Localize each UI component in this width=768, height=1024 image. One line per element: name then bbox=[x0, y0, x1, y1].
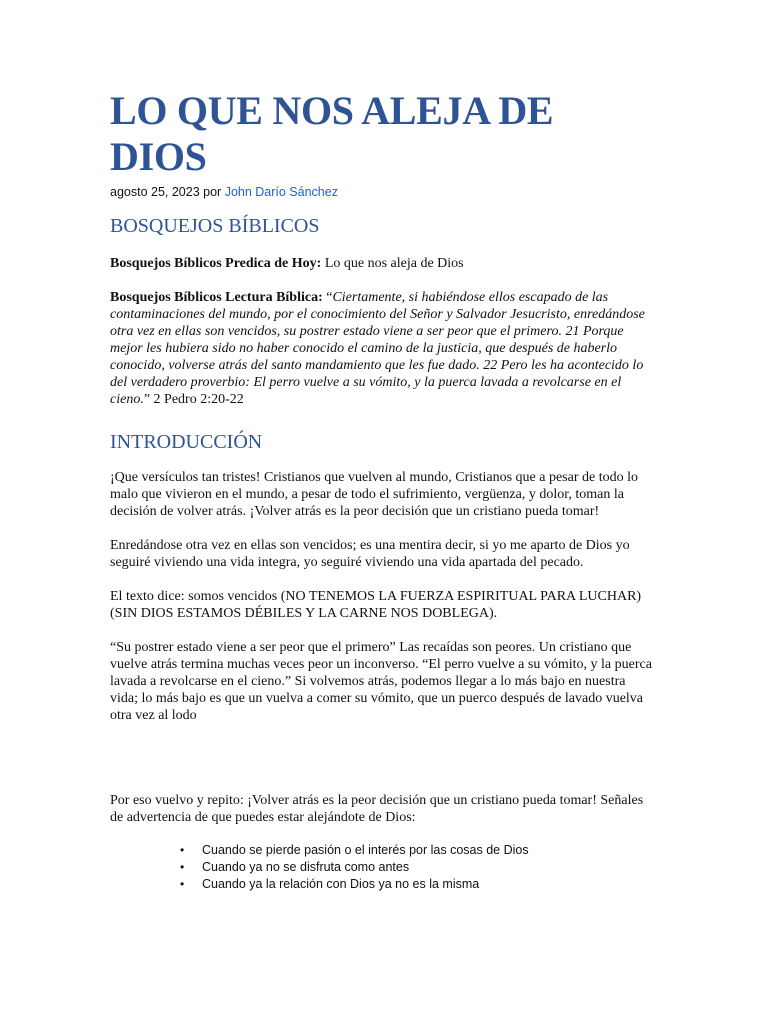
lectura-open-quote: “ bbox=[322, 290, 333, 305]
bullet-icon: • bbox=[180, 843, 185, 857]
list-item: • Cuando se pierde pasión o el interés por las cosas de Dios bbox=[180, 843, 529, 857]
article bbox=[110, 88, 655, 902]
intro-paragraph-5: Por eso vuelvo y repito: ¡Volver atrás es la peor decisión que un cristiano pueda tomar! Señales de advertencia de que puedes estar alejándote de Dios: bbox=[110, 793, 644, 825]
lectura-paragraph bbox=[110, 289, 655, 408]
lectura-reference: ” 2 Pedro 2:20-22 bbox=[143, 392, 244, 407]
predica-text: Lo que nos aleja de Dios bbox=[321, 256, 464, 271]
list-item: • Cuando ya la relación con Dios ya no es la misma bbox=[180, 877, 480, 891]
list-item: • Cuando ya no se disfruta como antes bbox=[180, 860, 410, 874]
post-date: agosto 25, 2023 por bbox=[110, 185, 225, 199]
post-meta bbox=[110, 184, 655, 200]
intro-paragraph-2: Enredándose otra vez en ellas son vencidos; es una mentira decir, si yo me aparto de Dios yo seguiré viviendo una vida integra, yo seguiré viviendo una vida apartada del pecado. bbox=[110, 538, 630, 570]
lectura-label: Bosquejos Bíblicos Lectura Bíblica: bbox=[110, 290, 323, 305]
intro-paragraph-1: ¡Que versículos tan tristes! Cristianos que vuelven al mundo, Cristianos que a pesar de todo lo malo que vivieron en el mundo, a pesar de todo el sufrimiento, vergüenza, y dolor, toman la decisión de volver atrás. ¡Volver atrás es la peor decisión que un cristiano pueda tomar! bbox=[110, 470, 639, 519]
intro-paragraph-4: “Su postrer estado viene a ser peor que el primero” Las recaídas son peores. Un cristiano que vuelve atrás termina muchas veces peor un inconverso. “El perro vuelve a su vómito, y la puerca lavada a revolcarse en el cieno.” Si volvemos atrás, podemos llegar a lo más bajo en nuestra vida; lo más bajo es que un vuelva a comer su vómito, que un puerco después de lavado vuelva otra vez al lodo bbox=[110, 640, 652, 723]
warning-signs-list bbox=[180, 842, 600, 893]
bullet-icon: • bbox=[180, 860, 185, 874]
intro-paragraph-3: El texto dice: somos vencidos (NO TENEMOS LA FUERZA ESPIRITUAL PARA LUCHAR) (SIN DIOS ESTAMOS DÉBILES Y LA CARNE NOS DOBLEGA). bbox=[110, 589, 642, 621]
bullet-icon: • bbox=[180, 877, 185, 891]
predica-paragraph bbox=[110, 255, 655, 272]
predica-label: Bosquejos Bíblicos Predica de Hoy: bbox=[110, 256, 322, 271]
bullet-list-wrapper bbox=[110, 842, 655, 902]
page-title: LO QUE NOS ALEJA DE DIOS bbox=[110, 88, 554, 179]
section-heading-introduccion: INTRODUCCIÓN bbox=[110, 431, 263, 453]
section-heading-bosquejos: BOSQUEJOS BÍBLICOS bbox=[110, 215, 320, 237]
author-link[interactable]: John Darío Sánchez bbox=[224, 185, 338, 199]
lectura-verse: Ciertamente, si habiéndose ellos escapado de las contaminaciones del mundo, por el conocimiento del Señor y Salvador Jesucristo, enredándose otra vez en ellas son vencidos, su postrer estado viene a ser peor que el primero. 21 Porque mejor les hubiera sido no haber conocido el camino de la justicia, que después de haberlo conocido, volverse atrás del santo mandamiento que les fue dado. 22 Pero les ha acontecido lo del verdadero proverbio: El perro vuelve a su vómito, y la puerca lavada a revolcarse en el cieno. bbox=[110, 290, 645, 407]
